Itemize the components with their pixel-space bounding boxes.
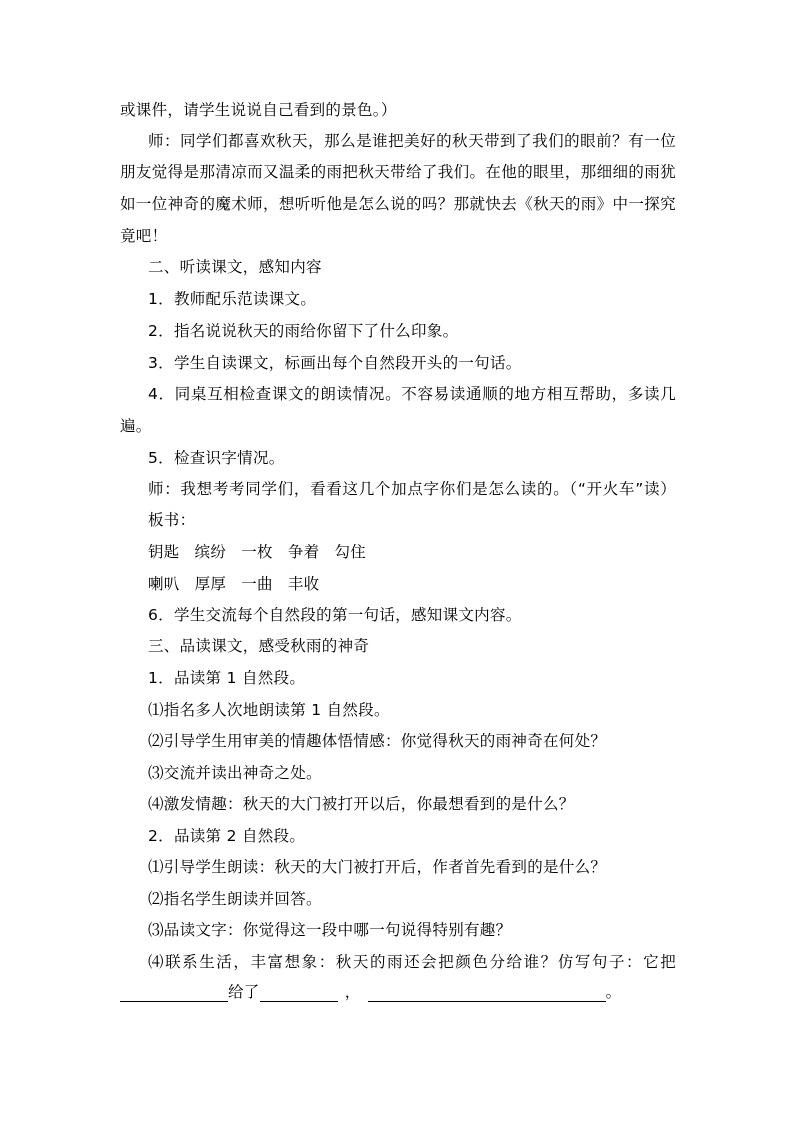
step-1: 1．教师配乐范读课文。 — [148, 290, 317, 308]
reading-1-item-1: ⑴指名多人次地朗读第 1 自然段。 — [148, 701, 390, 719]
step-5: 5．检查识字情况。 — [148, 449, 285, 467]
teacher-intro-line-4: 竟吧！ — [120, 227, 168, 245]
board-word: 一曲 — [241, 575, 273, 593]
board-word: 一枚 — [241, 543, 273, 561]
section-heading-2: 二、听读课文，感知内容 — [148, 258, 322, 276]
board-word: 丰收 — [287, 575, 320, 593]
board-word: 喇叭 — [148, 575, 180, 593]
step-4-line-2: 遍。 — [120, 417, 152, 435]
reading-2: 2．品读第 2 自然段。 — [148, 827, 306, 845]
fill-text-comma: ， — [344, 983, 361, 1001]
board-word: 缤纷 — [194, 543, 227, 561]
reading-2-item-4: ⑷联系生活，丰富想象：秋天的雨还会把颜色分给谁？仿写句子：它把 — [148, 953, 676, 971]
teacher-intro-line-2: 朋友觉得是那清凉而又温柔的雨把秋天带给了我们。在他的眼里，那细细的雨犹 — [120, 163, 676, 181]
reading-1: 1．品读第 1 自然段。 — [148, 669, 306, 687]
teacher-intro-line-3: 如一位神奇的魔术师，想听听他是怎么说的吗？那就快去《秋天的雨》中一探究 — [120, 195, 676, 213]
section-heading-3: 三、品读课文，感受秋雨的神奇 — [148, 637, 370, 655]
board-words-row-1 — [148, 542, 381, 562]
board-word: 争着 — [287, 543, 320, 561]
fill-blank-1[interactable] — [120, 985, 228, 1002]
board-words-row-2 — [148, 574, 334, 594]
fill-blank-2[interactable] — [260, 985, 338, 1002]
text-line: 或课件，请学生说说自己看到的景色。） — [120, 101, 397, 119]
board-word: 厚厚 — [194, 575, 227, 593]
reading-2-item-2: ⑵指名学生朗读并回答。 — [148, 890, 322, 908]
reading-1-item-4: ⑷激发情趣：秋天的大门被打开以后，你最想看到的是什么？ — [148, 795, 575, 813]
reading-1-item-3: ⑶交流并读出神奇之处。 — [148, 764, 322, 782]
teacher-question: 师：我想考考同学们，看看这几个加点字你们是怎么读的。（“开火车”读） — [148, 480, 676, 498]
board-label: 板书： — [148, 511, 196, 529]
reading-2-item-1: ⑴引导学生朗读：秋天的大门被打开后，作者首先看到的是什么？ — [148, 858, 607, 876]
board-word: 钥匙 — [148, 543, 180, 561]
fill-text-period: 。 — [605, 983, 622, 1001]
step-4-line-1: 4．同桌互相检查课文的朗读情况。不容易读通顺的地方相互帮助，多读几 — [148, 385, 676, 403]
board-word: 勾住 — [334, 543, 367, 561]
fill-blank-3[interactable] — [368, 985, 606, 1002]
step-2: 2．指名说说秋天的雨给你留下了什么印象。 — [148, 322, 459, 340]
teacher-intro-line-1: 师：同学们都喜欢秋天，那么是谁把美好的秋天带到了我们的眼前？有一位 — [148, 132, 676, 150]
fill-in-sentence — [120, 982, 621, 1002]
fill-text-gave: 给了 — [228, 983, 260, 1001]
reading-2-item-3: ⑶品读文字：你觉得这一段中哪一句说得特别有趣？ — [148, 921, 512, 939]
step-3: 3．学生自读课文，标画出每个自然段开头的一句话。 — [148, 354, 522, 372]
step-6: 6．学生交流每个自然段的第一句话，感知课文内容。 — [148, 606, 522, 624]
reading-1-item-2: ⑵引导学生用审美的情趣体悟情感：你觉得秋天的雨神奇在何处？ — [148, 732, 607, 750]
